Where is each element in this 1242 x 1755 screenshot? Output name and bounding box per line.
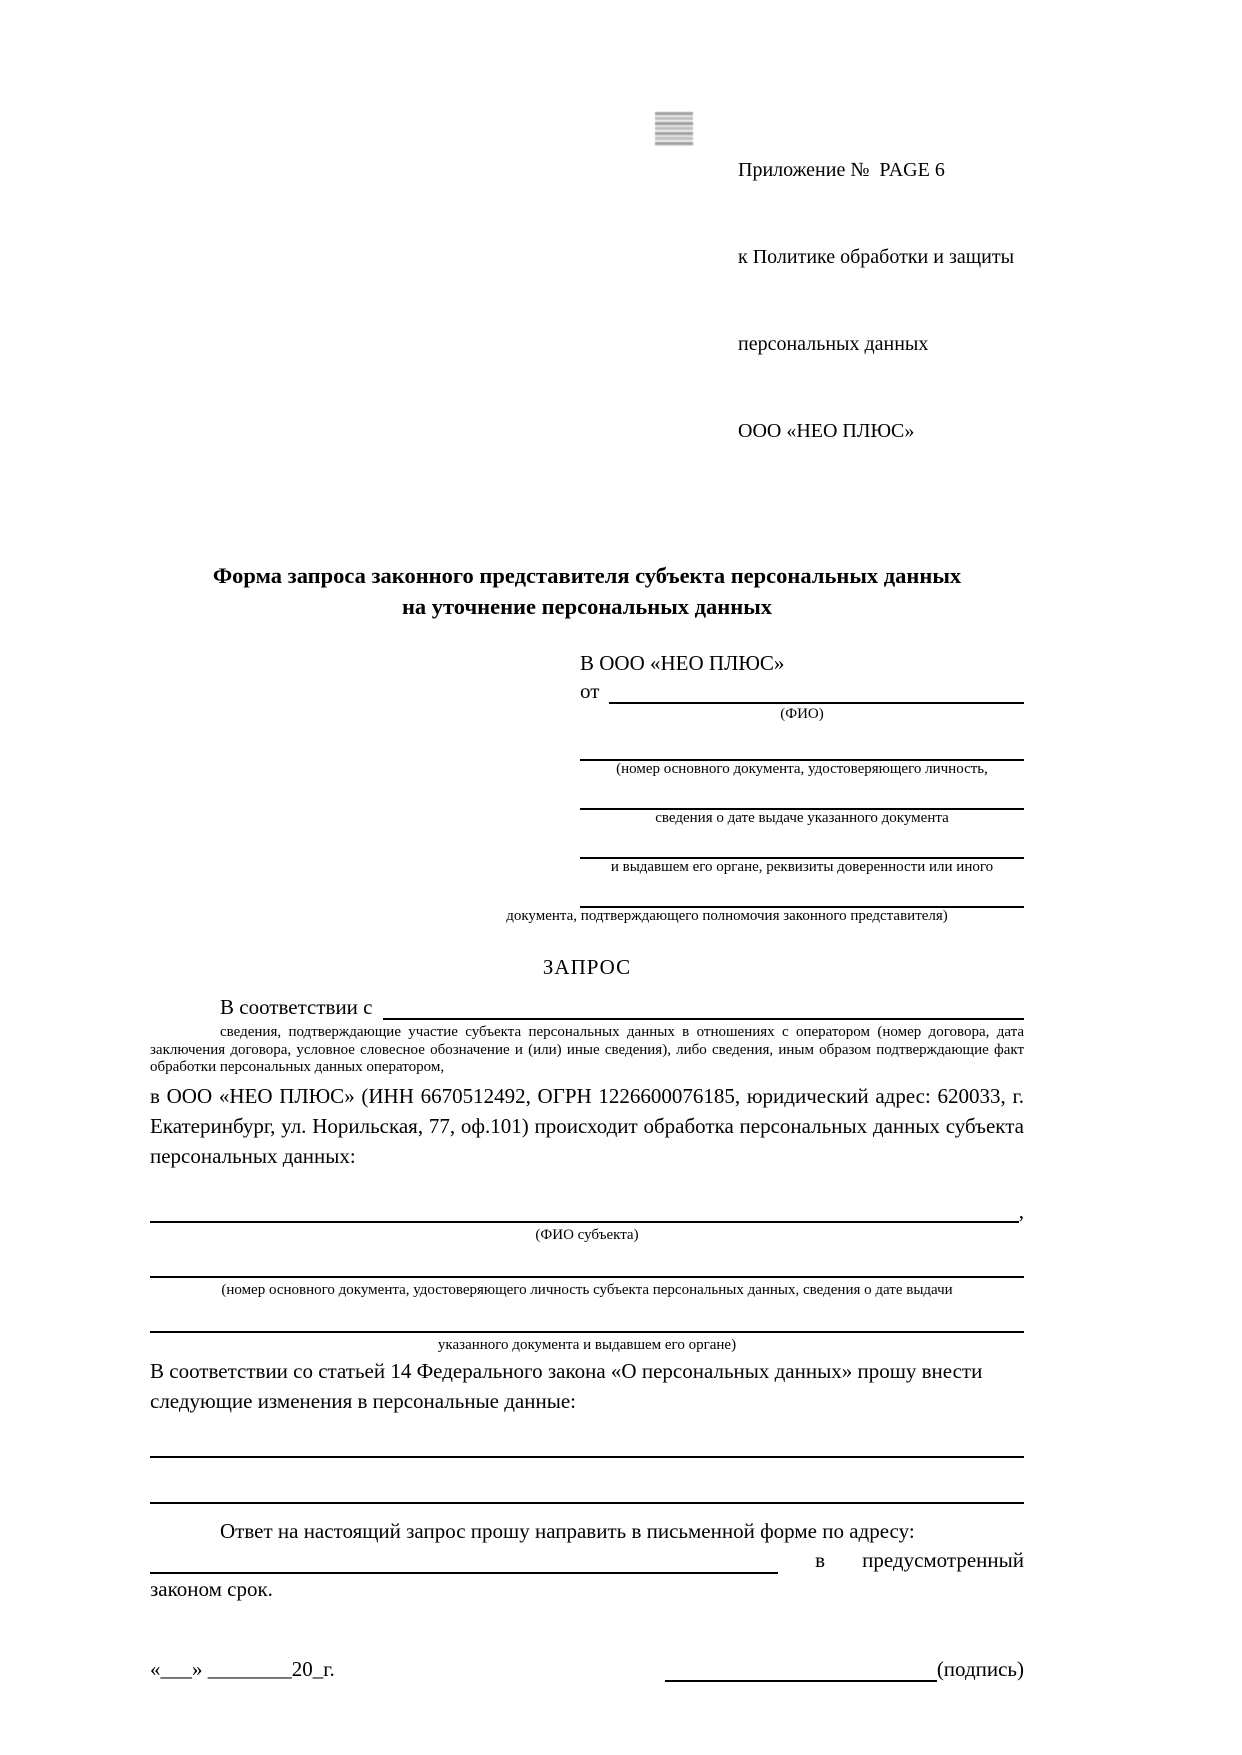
addressee-from-row — [580, 678, 1024, 704]
field-authority-document — [506, 876, 1024, 925]
caption-issuing-authority: и выдавшем его органе, реквизиты доверенности или иного — [610, 859, 994, 875]
field-subject-id-document — [150, 1244, 1024, 1299]
header-line-policy: к Политике обработки и защиты — [738, 246, 1015, 268]
field-id-document — [580, 729, 1024, 778]
footnote-text: сведения, подтверждающие участие субъекта персональных данных в отношениях с оператором (номер договора, дата заключения договора, условное словесное обозначение и (или) иные сведения), либо сведения, иным образом подтверждающие факт обработки персональных данных оператором, — [150, 1024, 1024, 1075]
reply-word-predusmotrenny: предусмотренный — [862, 1547, 1024, 1572]
article14-paragraph: В соответствии со статьей 14 Федерального закона «О персональных данных» прошу внести следующие изменения в персональные данные: — [150, 1358, 983, 1413]
header-line-company: ООО «НЕО ПЛЮС» — [738, 420, 915, 442]
blank-accordance-basis — [383, 1018, 1025, 1020]
blank-id-document — [580, 729, 1024, 761]
blank-subject-id-document — [150, 1244, 1024, 1278]
document-title-line2: на уточнение персональных данных — [401, 594, 773, 619]
addressee-block — [506, 648, 1024, 925]
header-text-block — [738, 98, 1014, 504]
request-heading: ЗАПРОС — [542, 955, 632, 979]
reply-paragraph-tail: законом срок. — [150, 1576, 273, 1601]
accordance-row — [150, 994, 1024, 1020]
field-issue-date — [580, 778, 1024, 827]
document-content — [150, 0, 1024, 1682]
header-line-appendix: Приложение № PAGE 6 — [738, 159, 945, 181]
from-label: от — [580, 679, 600, 703]
field-issuing-authority — [580, 827, 1024, 876]
reply-address-row — [150, 1546, 1024, 1574]
blank-representative-fio — [609, 702, 1024, 704]
signature-row — [150, 1656, 1024, 1682]
blank-issuing-authority — [580, 827, 1024, 859]
blank-subject-fio — [150, 1221, 1019, 1223]
header-line-personal-data: персональных данных — [738, 333, 929, 355]
caption-fio: (ФИО) — [780, 706, 824, 722]
trailing-comma: , — [1018, 1198, 1024, 1223]
blank-signature — [665, 1656, 937, 1682]
signature-right-block — [665, 1656, 1024, 1682]
caption-signature: (подпись) — [936, 1656, 1024, 1681]
blank-changes-line1 — [150, 1416, 1024, 1458]
caption-issue-date: сведения о дате выдаче указанного документа — [655, 810, 949, 826]
document-title — [150, 560, 1024, 622]
blank-issue-date — [580, 778, 1024, 810]
accordance-label: В соответствии с — [220, 995, 373, 1019]
reply-paragraph-line1: Ответ на настоящий запрос прошу направить в письменной форме по адресу: — [220, 1518, 915, 1543]
operator-paragraph: в ООО «НЕО ПЛЮС» (ИНН 6670512492, ОГРН 1226600076185, юридический адрес: 620033, г. Екатеринбург, ул. Норильская, 77, оф.101) происходит обработка персональных данных субъекта персональных данных: — [150, 1083, 1024, 1168]
blank-changes-line2 — [150, 1458, 1024, 1504]
blurred-text-artifact — [655, 112, 693, 146]
caption-subject-id-document: (номер основного документа, удостоверяющего личность субъекта персональных данных, сведения о дате выдачи — [221, 1281, 953, 1298]
blank-authority-document — [580, 876, 1024, 908]
caption-subject-fio: (ФИО субъекта) — [535, 1226, 639, 1243]
document-header — [150, 0, 1024, 504]
reply-word-v: в — [815, 1547, 826, 1572]
subject-fio-row — [150, 1199, 1024, 1223]
signature-date-line: «___» ________20_г. — [150, 1656, 335, 1681]
changes-blank-lines — [150, 1416, 1024, 1504]
caption-id-document: (номер основного документа, удостоверяющего личность, — [616, 761, 988, 777]
blank-subject-issuing-authority — [150, 1299, 1024, 1333]
blank-reply-address — [150, 1548, 778, 1574]
document-title-line1: Форма запроса законного представителя субъекта персональных данных — [212, 563, 962, 588]
addressee-to: В ООО «НЕО ПЛЮС» — [580, 651, 785, 675]
caption-subject-issuing-authority: указанного документа и выдавшем его органе) — [437, 1336, 737, 1353]
field-subject-issuing-authority — [150, 1299, 1024, 1354]
caption-authority-document: документа, подтверждающего полномочия законного представителя) — [506, 908, 948, 924]
